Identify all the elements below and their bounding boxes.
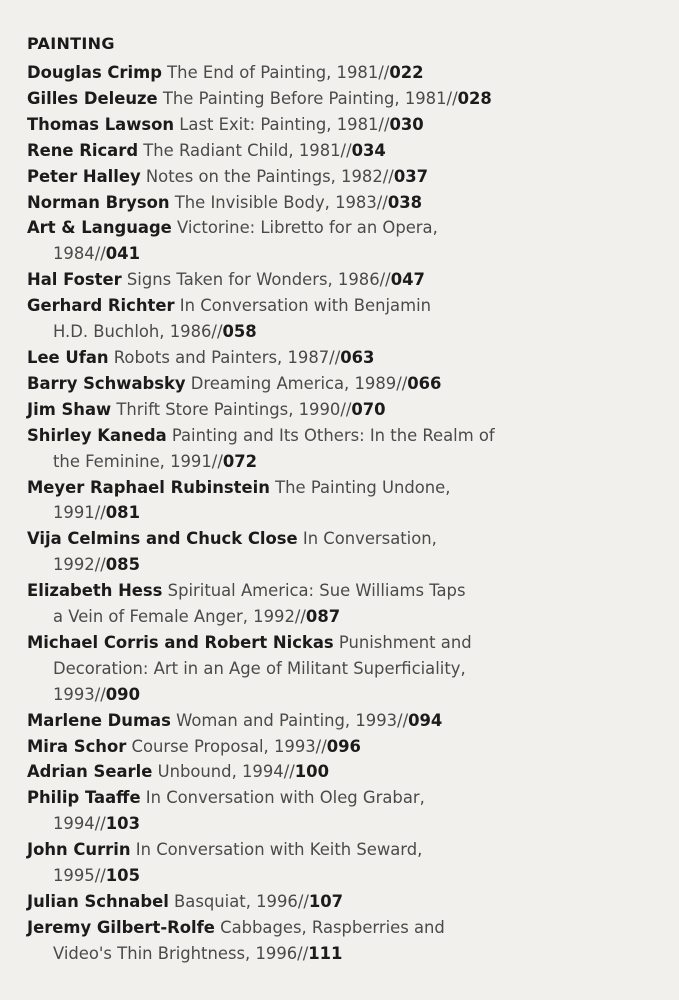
entry-title-line: 1995// [53,866,106,886]
entry-title-line: Unbound, 1994// [157,762,295,782]
entry-title-line: Cabbages, Raspberries and [220,917,445,937]
entry-author: Michael Corris and Robert Nickas [27,632,334,652]
entry-author: Elizabeth Hess [27,581,163,601]
entry-title-line: The Radiant Child, 1981// [143,140,352,160]
entry-page-number: 038 [387,192,423,212]
entry-author: Hal Foster [27,270,122,290]
entry-title-line: The Painting Undone, [275,477,451,497]
entry-title-line: The Invisible Body, 1983// [174,192,388,212]
toc-entry [27,475,657,527]
entry-author: Gilles Deleuze [27,88,158,108]
entry-title-line: Video's Thin Brightness, 1996// [53,943,309,963]
entry-page-number: 041 [105,244,140,264]
toc-entry [27,785,657,837]
toc-entry [27,397,657,423]
entry-page-number: 103 [105,814,140,834]
toc-entry [27,293,657,345]
entry-page-number: 030 [389,114,424,134]
entry-author: John Currin [27,840,131,860]
entry-title-line: Punishment and [338,632,472,652]
entry-page-number: 028 [457,88,492,108]
entry-page-number: 085 [105,555,140,575]
entry-page-number: 034 [351,140,386,160]
toc-entry [27,86,657,112]
toc-entry [27,526,657,578]
section-heading: PAINTING [27,34,115,53]
entry-title-line: In Conversation, [302,529,437,549]
entry-page-number: 081 [105,503,140,523]
entry-title-line: In Conversation with Oleg Grabar, [145,788,425,808]
entry-author: Peter Halley [27,166,141,186]
toc-entry [27,267,657,293]
entry-title-line: Robots and Painters, 1987// [113,347,341,367]
toc-entry [27,708,657,734]
entry-author: Jeremy Gilbert-Rolfe [27,917,215,937]
entry-title-line: Victorine: Libretto for an Opera, [177,218,438,238]
entry-page-number: 094 [408,710,443,730]
entry-page-number: 072 [222,451,258,471]
table-of-contents [27,34,657,967]
entry-author: Vija Celmins and Chuck Close [27,529,298,549]
toc-entry [27,60,657,86]
entry-title-line: Thrift Store Paintings, 1990// [116,399,352,419]
toc-entry [27,371,657,397]
entry-author: Douglas Crimp [27,63,162,82]
entry-author: Norman Bryson [27,192,170,212]
entry-page-number: 058 [222,322,257,342]
entry-title-line: Woman and Painting, 1993// [176,710,409,730]
entry-author: Jim Shaw [27,399,112,419]
entry-author: Barry Schwabsky [27,373,186,393]
entry-author: Rene Ricard [27,140,139,160]
entry-page-number: 066 [407,373,442,393]
entry-author: Adrian Searle [27,762,153,782]
entry-author: Julian Schnabel [27,892,169,911]
toc-entry [27,889,657,915]
entry-title-line: 1993// [53,684,106,704]
entry-page-number: 111 [308,943,343,963]
entry-title-line: Basquiat, 1996// [174,892,309,911]
entry-title-line: 1984// [53,244,106,264]
entry-title-line: In Conversation with Benjamin [179,296,432,316]
entry-title-line: the Feminine, 1991// [53,451,223,471]
entry-author: Art & Language [27,218,172,238]
entry-title-line: Dreaming America, 1989// [190,373,408,393]
entry-title-line: Signs Taken for Wonders, 1986// [126,270,391,290]
entry-page-number: 100 [294,762,329,782]
toc-entry [27,915,657,967]
entry-title-line: Notes on the Paintings, 1982// [145,166,394,186]
toc-entry [27,112,657,138]
entry-author: Philip Taaffe [27,788,141,808]
toc-entry [27,138,657,164]
toc-entry [27,164,657,190]
entry-page-number: 022 [389,63,424,82]
toc-entry [27,630,657,708]
entry-title-line: a Vein of Female Anger, 1992// [53,607,306,627]
entry-title-line: 1994// [53,814,106,834]
entry-page-number: 096 [326,736,361,756]
entry-title-line: In Conversation with Keith Seward, [135,840,423,860]
entry-title-line: Last Exit: Painting, 1981// [179,114,390,134]
entry-title-line: The Painting Before Painting, 1981// [162,88,458,108]
entry-author: Shirley Kaneda [27,425,167,445]
entry-author: Thomas Lawson [27,114,175,134]
toc-entry [27,578,657,630]
toc-entry [27,734,657,760]
toc-entry [27,190,657,216]
entry-author: Marlene Dumas [27,710,171,730]
entry-page-number: 070 [351,399,386,419]
entry-page-number: 063 [340,347,375,367]
entry-page-number: 090 [105,684,140,704]
entry-title-line: Painting and Its Others: In the Realm of [171,425,495,445]
entry-page-number: 105 [105,866,140,886]
entry-title-line: 1992// [53,555,106,575]
entry-page-number: 047 [390,270,425,290]
contents-list [27,60,657,967]
entry-title-line: Spiritual America: Sue Williams Taps [167,581,466,601]
entry-page-number: 037 [393,166,429,186]
toc-entry [27,215,657,267]
entry-title-line: Course Proposal, 1993// [131,736,327,756]
entry-title-line: Decoration: Art in an Age of Militant Superficiality, [53,658,466,678]
entry-author: Gerhard Richter [27,296,175,316]
entry-title-line: The End of Painting, 1981// [167,63,390,82]
toc-entry [27,423,657,475]
toc-entry [27,345,657,371]
entry-author: Meyer Raphael Rubinstein [27,477,270,497]
entry-title-line: 1991// [53,503,106,523]
toc-entry [27,759,657,785]
entry-author: Lee Ufan [27,347,109,367]
toc-entry [27,837,657,889]
entry-page-number: 107 [308,892,344,911]
entry-author: Mira Schor [27,736,127,756]
entry-page-number: 087 [305,607,341,627]
entry-title-line: H.D. Buchloh, 1986// [53,322,223,342]
